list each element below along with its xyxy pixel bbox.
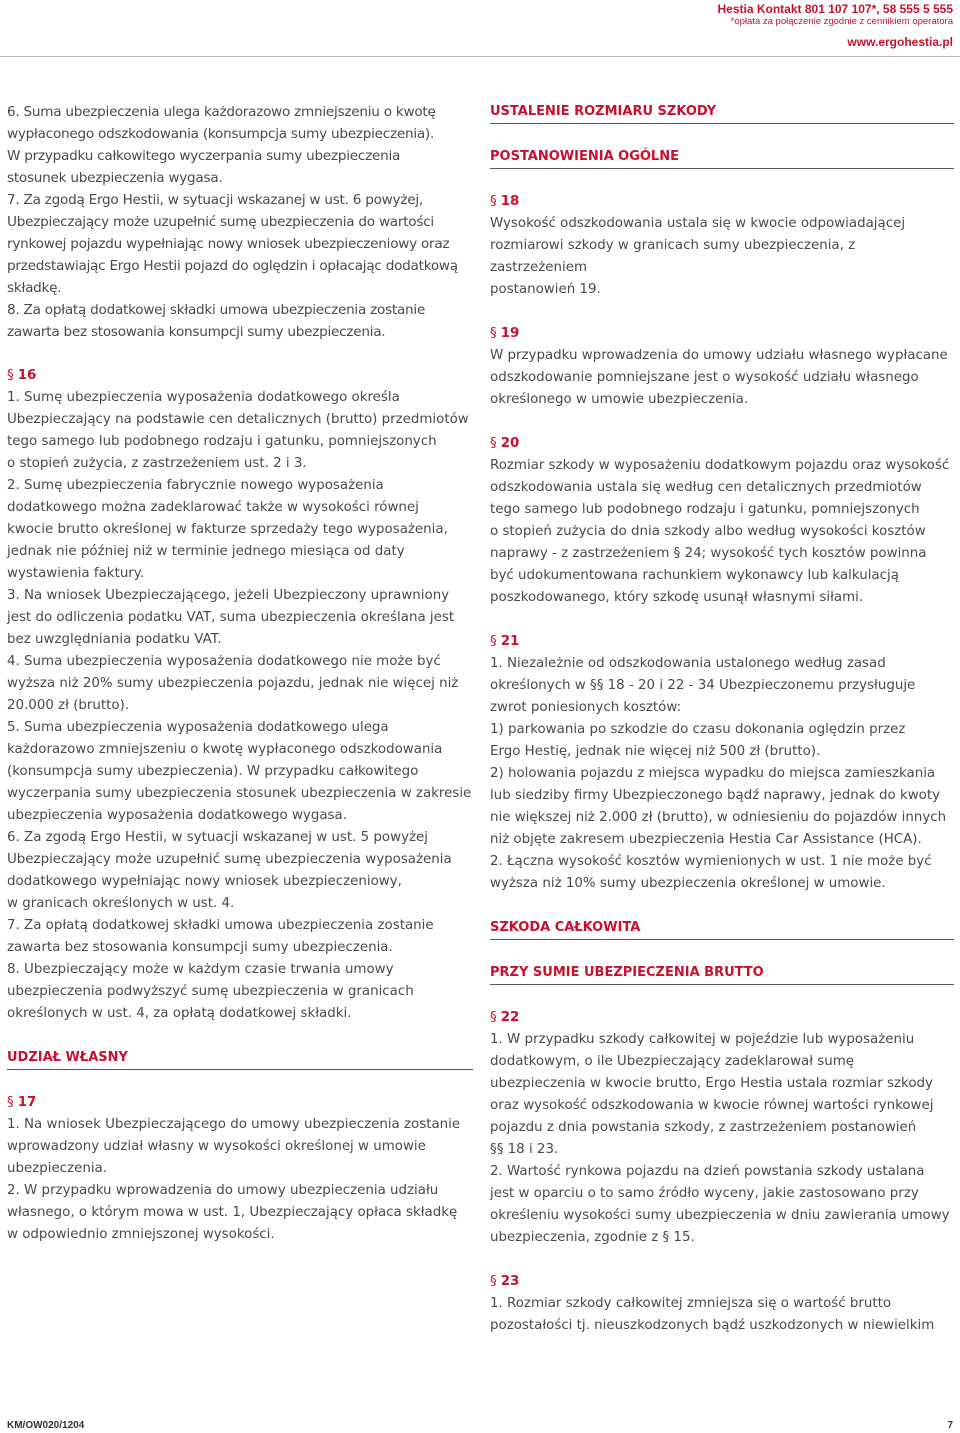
paragraph-20 (490, 455, 954, 609)
text-line: ubezpieczenia, zgodnie z § 15. (490, 1230, 695, 1245)
section-sign-icon: § (490, 436, 497, 451)
paragraph-19 (490, 345, 954, 411)
text-line: nie większej niż 2.000 zł (brutto), w odniesieniu do pojazdów innych (490, 810, 947, 825)
paragraph-23 (490, 1293, 954, 1337)
left-column (7, 101, 473, 1246)
paragraph-heading-18: § 18 (490, 194, 520, 209)
paragraph-heading-21: § 21 (490, 634, 520, 649)
text-line: 1) parkowania po szkodzie do czasu dokonania oględzin przez (490, 722, 906, 737)
text-line: Ubezpieczający na podstawie cen detalicznych (brutto) przedmiotów (7, 412, 469, 427)
text-line: o stopień zużycia, z zastrzeżeniem ust. 2 i 3. (7, 456, 307, 471)
text-line: określeniu wysokości sumy ubezpieczenia w dniu zawierania umowy (490, 1208, 950, 1223)
text-line: 2. Sumę ubezpieczenia fabrycznie nowego wyposażenia (7, 478, 384, 493)
text-line: poszkodowanego, który szkodę usunął własnymi siłami. (490, 590, 864, 605)
text-line: własnego, o którym mowa w ust. 1, Ubezpieczający opłaca składkę (7, 1205, 458, 1220)
text-line: 7. Za zgodą Ergo Hestii, w sytuacji wskazanej w ust. 6 powyżej, (7, 192, 423, 208)
page-number: 7 (947, 1420, 953, 1431)
paragraph-18 (490, 213, 954, 301)
text-line: 2) holowania pojazdu z miejsca wypadku do miejsca zamieszkania (490, 766, 936, 781)
text-line: określonych w §§ 18 - 20 i 22 - 34 Ubezpieczonemu przysługuje (490, 678, 916, 693)
page-header (718, 2, 954, 49)
text-line: dodatkowego można zadeklarować także w wysokości równej (7, 500, 419, 515)
section-sign-icon: § (7, 368, 14, 383)
text-line: bez uwzględniania podatku VAT. (7, 632, 222, 647)
section-heading-szkoda-calkowita: SZKODA CAŁKOWITA (490, 917, 954, 940)
paragraph-heading-22: § 22 (490, 1010, 520, 1025)
text-line: każdorazowo zmniejszeniu o kwotę wypłaconego odszkodowania (7, 742, 443, 757)
text-line: rozmiarowi szkody w granicach sumy ubezpieczenia, z zastrzeżeniem (490, 238, 856, 275)
text-line: 4. Suma ubezpieczenia wyposażenia dodatkowego nie może być (7, 654, 441, 669)
text-line: postanowień 19. (490, 282, 601, 297)
text-line: być udokumentowana rachunkiem wykonawcy lub kalkulacją (490, 568, 899, 583)
section-heading-ustalenie: USTALENIE ROZMIARU SZKODY (490, 101, 954, 124)
paragraph-heading-19: § 19 (490, 326, 520, 341)
text-line: kwocie brutto określonej w fakturze sprzedaży tego wyposażenia, (7, 522, 448, 537)
text-line: 2. Łączna wysokość kosztów wymienionych w ust. 1 nie może być (490, 854, 932, 869)
section-heading-przy-sumie-brutto: PRZY SUMIE UBEZPIECZENIA BRUTTO (490, 962, 954, 985)
text-line: w odpowiednio zmniejszonej wysokości. (7, 1227, 275, 1242)
text-line: 2. Wartość rynkowa pojazdu na dzień powstania szkody ustalana (490, 1164, 925, 1179)
text-line: zawarta bez stosowania konsumpcji sumy ubezpieczenia. (7, 324, 386, 340)
text-line: 1. W przypadku szkody całkowitej w pojeździe lub wyposażeniu (490, 1032, 915, 1047)
text-line: określonego w umowie ubezpieczenia. (490, 392, 749, 407)
text-line: pozostałości tj. nieuszkodzonych bądź uszkodzonych w niewielkim (490, 1318, 935, 1333)
text-line: dodatkowym, o ile Ubezpieczający zadeklarował sumę (490, 1054, 855, 1069)
text-line: składkę. (7, 280, 62, 296)
text-line: 7. Za opłatą dodatkowej składki umowa ubezpieczenia zostanie (7, 918, 434, 933)
text-line: ubezpieczenia podwyższyć sumę ubezpieczenia w granicach (7, 984, 414, 999)
section-heading-udzial-wlasny: UDZIAŁ WŁASNY (7, 1047, 473, 1070)
text-line: 3. Na wniosek Ubezpieczającego, jeżeli Ubezpieczony uprawniony (7, 588, 450, 603)
text-line: 1. Na wniosek Ubezpieczającego do umowy ubezpieczenia zostanie (7, 1117, 461, 1132)
text-line: (konsumpcja sumy ubezpieczenia). W przypadku całkowitego (7, 764, 419, 779)
text-line: tego samego lub podobnego rodzaju i gatunku, pomniejszonych (490, 502, 920, 517)
text-line: stosunek ubezpieczenia wygasa. (7, 170, 223, 186)
text-line: wystawienia faktury. (7, 566, 145, 581)
text-line: naprawy - z zastrzeżeniem § 24; wysokość tych kosztów powinna (490, 546, 927, 561)
text-line: odszkodowanie pomniejszane jest o wysokość udziału własnego (490, 370, 919, 385)
text-line: rynkowej pojazdu wypełniając nowy wniosek ubezpieczeniowy oraz (7, 236, 450, 252)
text-line: wyższa niż 20% sumy ubezpieczenia pojazdu, jednak nie więcej niż (7, 676, 459, 691)
paragraph-21 (490, 653, 954, 895)
section-sign-icon: § (490, 194, 497, 209)
section-sign-icon: § (490, 326, 497, 341)
text-line: pojazdu z dnia powstania szkody, z zastrzeżeniem postanowień (490, 1120, 917, 1135)
text-line: 1. Rozmiar szkody całkowitej zmniejsza się o wartość brutto (490, 1296, 892, 1311)
text-line: zwrot poniesionych kosztów: (490, 700, 682, 715)
paragraph-heading-20: § 20 (490, 436, 520, 451)
text-line: §§ 18 i 23. (490, 1142, 559, 1157)
paragraph-16 (7, 387, 473, 1025)
text-line: wypłaconego odszkodowania (konsumpcja sumy ubezpieczenia). (7, 126, 435, 142)
text-line: określonych w ust. 4, za opłatą dodatkowej składki. (7, 1006, 352, 1021)
text-line: Ergo Hestię, jednak nie więcej niż 500 zł (brutto). (490, 744, 821, 759)
paragraph-22 (490, 1029, 954, 1249)
section-sign-icon: § (490, 634, 497, 649)
section-sign-icon: § (490, 1010, 497, 1025)
text-line: przedstawiając Ergo Hestii pojazd do oględzin i opłacając dodatkową (7, 258, 458, 274)
text-line: dodatkowego wypełniając nowy wniosek ubezpieczeniowy, (7, 874, 402, 889)
document-code: KM/OW020/1204 (7, 1420, 85, 1431)
text-line: 6. Za zgodą Ergo Hestii, w sytuacji wskazanej w ust. 5 powyżej (7, 830, 428, 845)
text-line: zawarta bez stosowania konsumpcji sumy ubezpieczenia. (7, 940, 393, 955)
hotline-note: *opłata za połączenie zgodnie z cennikiem operatora (730, 16, 953, 27)
text-line: 1. Niezależnie od odszkodowania ustalonego według zasad (490, 656, 886, 671)
website-link[interactable]: www.ergohestia.pl (847, 35, 953, 49)
text-line: o stopień zużycia do dnia szkody albo według wysokości kosztów (490, 524, 926, 539)
text-line: 6. Suma ubezpieczenia ulega każdorazowo zmniejszeniu o kwotę (7, 104, 436, 120)
text-line: ubezpieczenia w kwocie brutto, Ergo Hestia ustala rozmiar szkody (490, 1076, 933, 1091)
text-line: niż objęte zakresem ubezpieczenia Hestia Car Assistance (HCA). (490, 832, 922, 847)
text-line: ubezpieczenia wyposażenia dodatkowego wygasa. (7, 808, 347, 823)
paragraph-heading-17: § 17 (7, 1095, 37, 1110)
text-line: jest do odliczenia podatku VAT, suma ubezpieczenia określana jest (7, 610, 455, 625)
text-line: jednak nie później niż w terminie jednego miesiąca od daty (7, 544, 405, 559)
text-line: w granicach określonych w ust. 4. (7, 896, 235, 911)
text-line: wyczerpania sumy ubezpieczenia stosunek ubezpieczenia w zakresie (7, 786, 472, 801)
text-line: Ubezpieczający może uzupełnić sumę ubezpieczenia wyposażenia (7, 852, 452, 867)
right-column (490, 101, 954, 1337)
section-heading-postanowienia: POSTANOWIENIA OGÓLNE (490, 146, 954, 169)
text-line: ubezpieczenia. (7, 1161, 108, 1176)
text-line: jest w oparciu o to samo źródło wyceny, jakie zastosowano przy (490, 1186, 919, 1201)
text-line: wyższa niż 10% sumy ubezpieczenia określonej w umowie. (490, 876, 886, 891)
text-line: odszkodowania ustala się według cen detalicznych przedmiotów (490, 480, 922, 495)
header-divider (0, 56, 960, 57)
paragraph-17 (7, 1114, 473, 1246)
text-line: 8. Za opłatą dodatkowej składki umowa ubezpieczenia zostanie (7, 302, 426, 318)
text-line: Wysokość odszkodowania ustala się w kwocie odpowiadającej (490, 216, 906, 231)
text-line: wprowadzony udział własny w wysokości określonej w umowie (7, 1139, 426, 1154)
section-sign-icon: § (490, 1274, 497, 1289)
text-line: 5. Suma ubezpieczenia wyposażenia dodatkowego ulega (7, 720, 389, 735)
text-line: oraz wysokość odszkodowania w kwocie równej wartości rynkowej (490, 1098, 934, 1113)
text-line: W przypadku wprowadzenia do umowy udziału własnego wypłacane (490, 348, 948, 363)
text-line: 8. Ubezpieczający może w każdym czasie trwania umowy (7, 962, 394, 977)
text-line: 20.000 zł (brutto). (7, 698, 130, 713)
text-line: 1. Sumę ubezpieczenia wyposażenia dodatkowego określa (7, 390, 400, 405)
paragraph-15-continued (7, 101, 473, 343)
text-line: lub siedziby firmy Ubezpieczonego bądź naprawy, jednak do kwoty (490, 788, 941, 803)
text-line: W przypadku całkowitego wyczerpania sumy ubezpieczenia (7, 148, 401, 164)
text-line: Ubezpieczający może uzupełnić sumę ubezpieczenia do wartości (7, 214, 434, 230)
text-line: 2. W przypadku wprowadzenia do umowy ubezpieczenia udziału (7, 1183, 439, 1198)
hotline-text: Hestia Kontakt 801 107 107*, 58 555 5 555 (717, 2, 953, 16)
text-line: tego samego lub podobnego rodzaju i gatunku, pomniejszonych (7, 434, 437, 449)
section-sign-icon: § (7, 1095, 14, 1110)
text-line: Rozmiar szkody w wyposażeniu dodatkowym pojazdu oraz wysokość (490, 458, 950, 473)
paragraph-heading-16: § 16 (7, 368, 37, 383)
paragraph-heading-23: § 23 (490, 1274, 520, 1289)
